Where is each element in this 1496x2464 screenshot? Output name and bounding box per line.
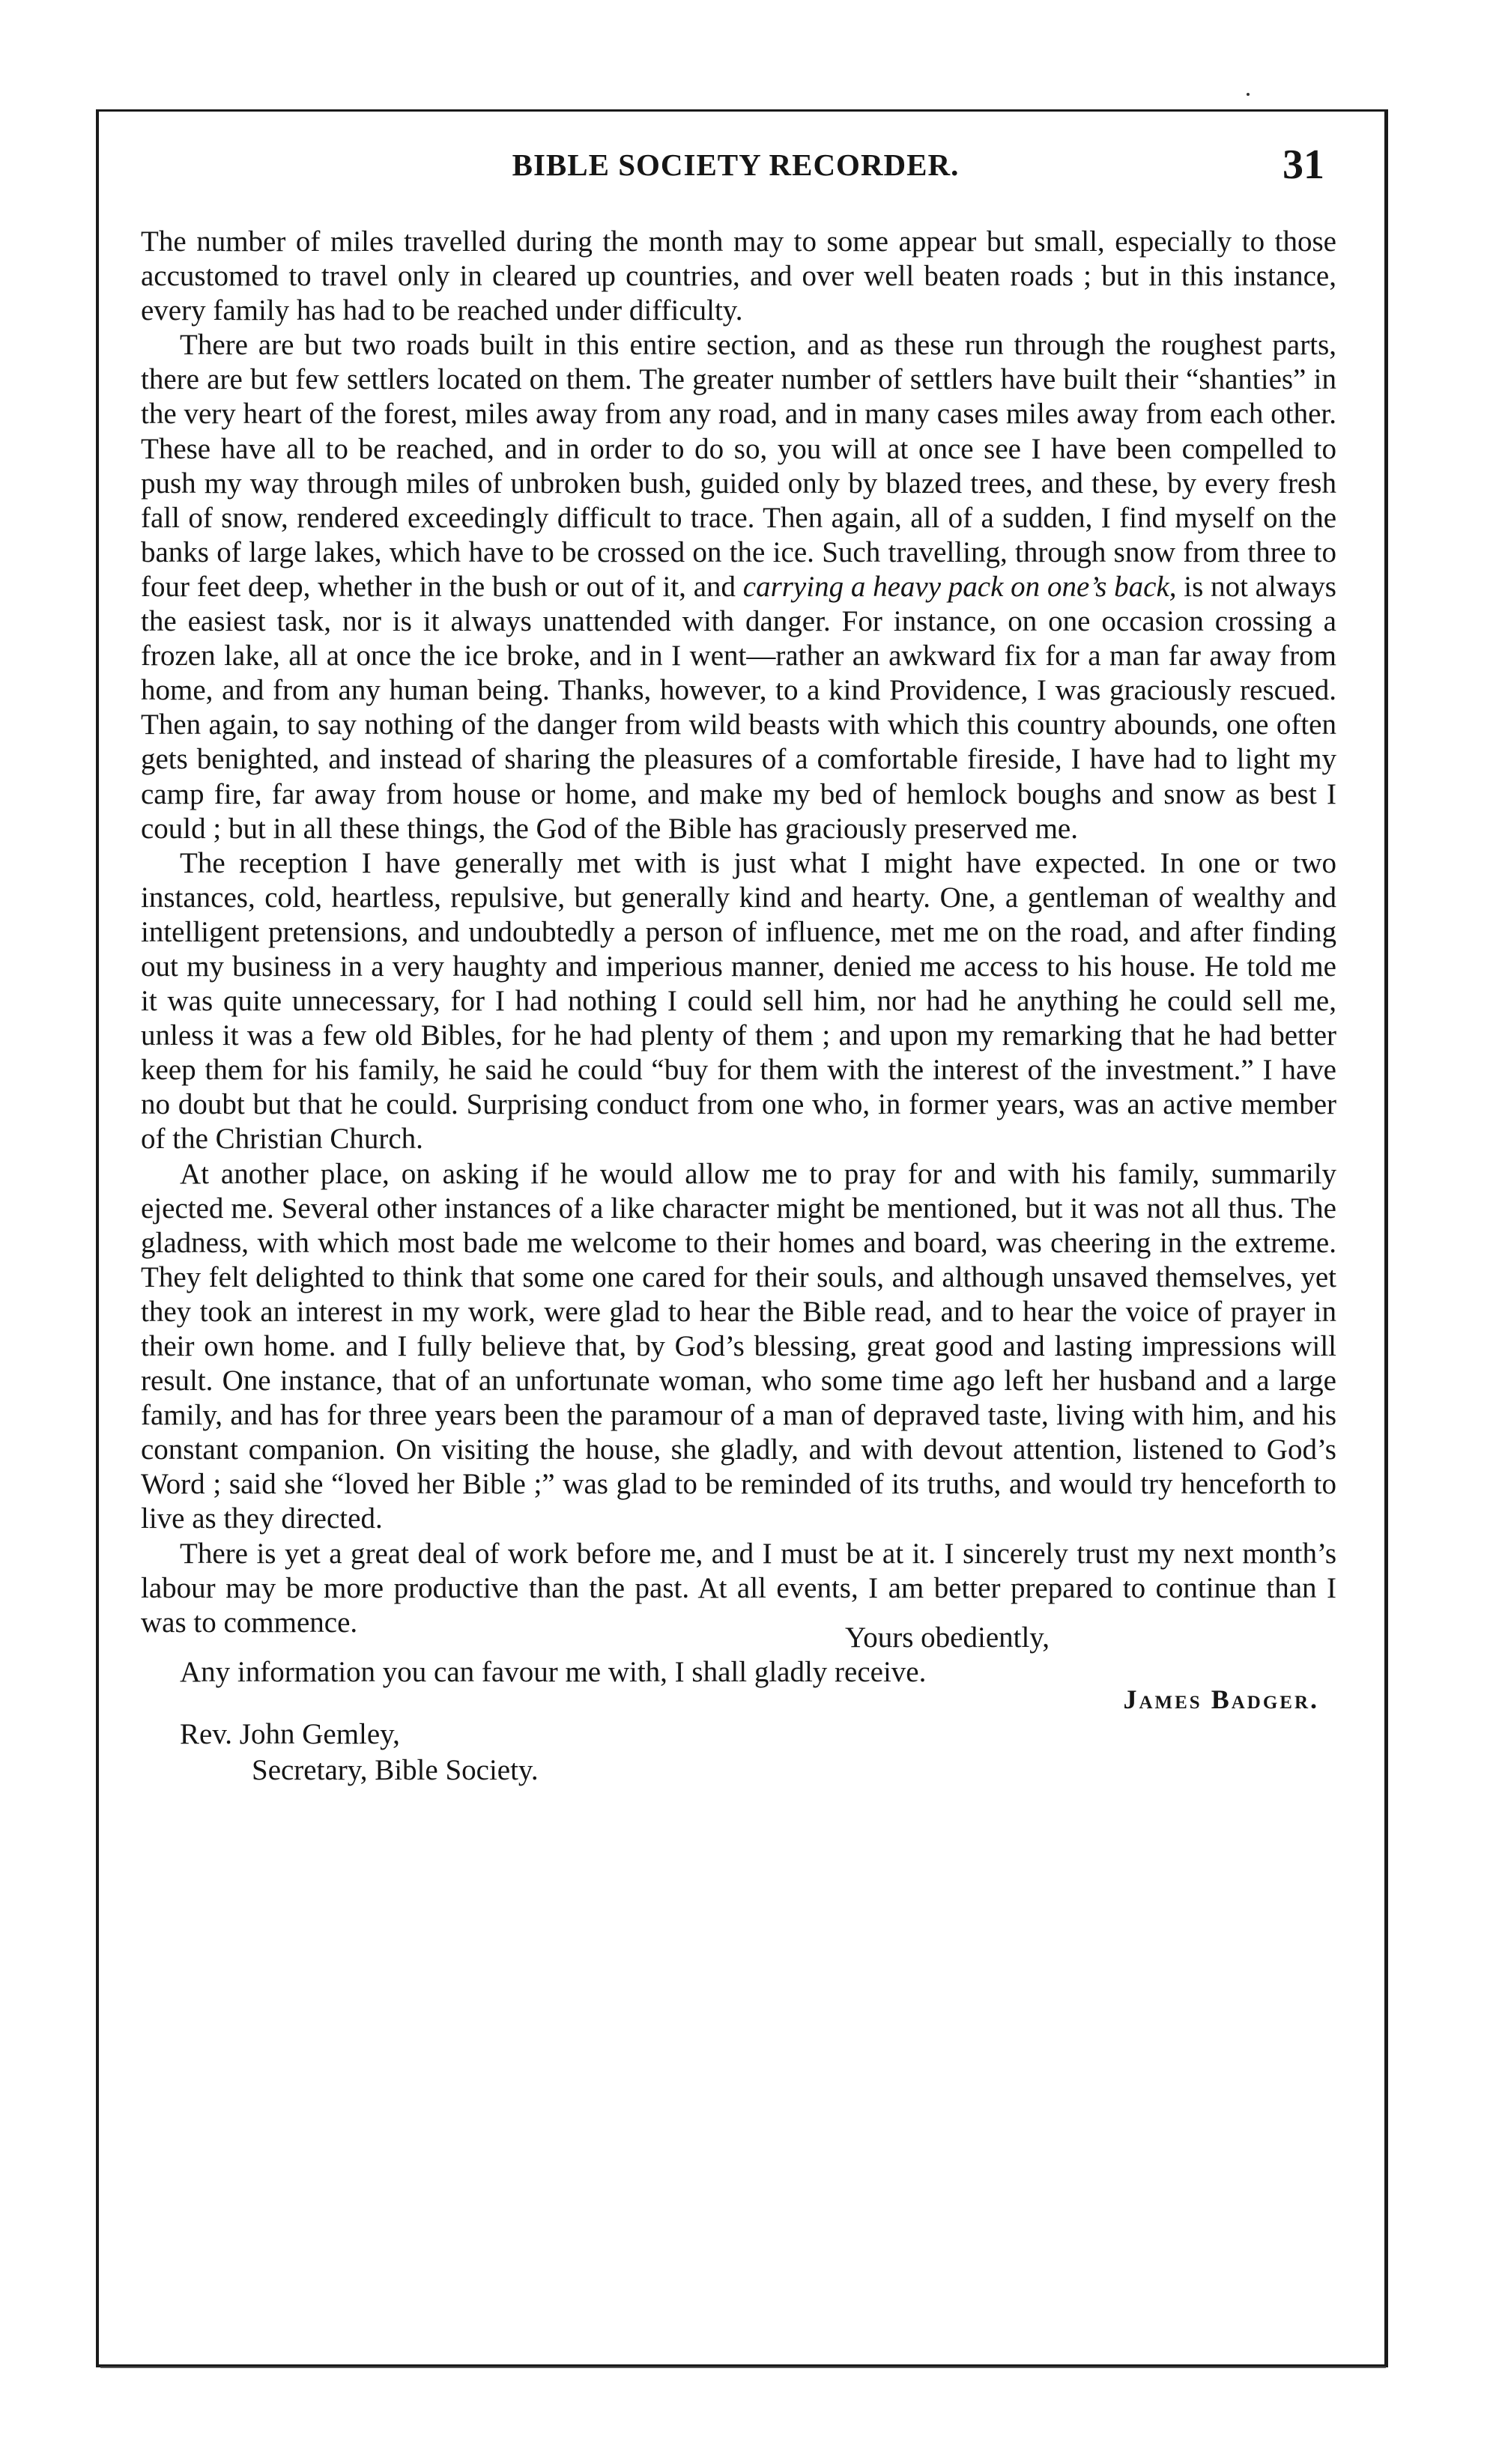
print-speck	[1247, 93, 1250, 96]
running-head: BIBLE SOCIETY RECORDER.	[512, 148, 960, 182]
addressee	[180, 1717, 539, 1788]
paragraph-4: At another place, on asking if he would allow me to pray for and with his family, summarily ejected me. Several other instances of a like character might be mentioned, but it was not all thus. The gladness, with which most bade me welcome to their homes and board, was cheering in the extreme. They felt delighted to think that some one cared for their souls, and although unsaved themselves, yet they took an interest in my work, were glad to hear the Bible read, and to hear the voice of prayer in their own home. and I fully believe that, by God’s blessing, great good and lasting impressions will result. One instance, that of an unfortunate woman, who some time ago left her husband and a large family, and has for three years been the paramour of a man of depraved taste, living with him, and his constant companion. On visiting the house, she gladly, and with devout attention, listened to God’s Word ; said she “loved her Bible ;” was glad to be reminded of its truths, and would try henceforth to live as they directed.	[141, 1157, 1336, 1535]
page-header	[141, 142, 1330, 199]
paragraph-3: The reception I have generally met with is just what I might have expected. In one or two instances, cold, heartless, repulsive, but generally kind and hearty. One, a gentleman of wealthy and intelligent pretensions, and undoubtedly a person of influence, met me on the road, and after finding out my business in a very haughty and imperious manner, denied me access to his house. He told me it was quite unnecessary, for I had nothing I could sell him, nor had he anything he could sell me, unless it was a few old Bibles, for he had plenty of them ; and upon my remarking that he had better keep them for his family, he said he could “buy for them with the interest of the investment.” I have no doubt but that he could. Surprising conduct from one who, in former years, was an active member of the Christian Church.	[141, 846, 1336, 1156]
letter-body	[141, 225, 1336, 1690]
page-number: 31	[1282, 142, 1324, 188]
page-border-shadow	[100, 2367, 1386, 2368]
paragraph-2-start: There are but two roads built in this entire section, and as these run through the roughest parts, there are but few settlers located on them. The greater number of settlers have built their “shanties” in the very heart of the forest, miles away from any road, and in many cases miles away from each other. These have all to be reached, and in order to do so, you will at once see I have been compelled to push my way through miles of unbroken bush, guided only by blazed trees, and these, by every fresh fall of snow, rendered exceedingly difficult to trace. Then again, all of a sudden, I find myself on the banks of large lakes, which have to be crossed on the ice. Such travelling, through snow from three to four feet deep, whether in the bush or out of it, and	[141, 329, 1336, 603]
addressee-title: Secretary, Bible Society.	[252, 1754, 539, 1786]
request-line: Any information you can favour me with, I shall gladly receive.	[180, 1655, 927, 1688]
paragraph-2-italic: carrying a heavy pack on one’s back,	[742, 570, 1177, 603]
paragraph-1: The number of miles travelled during the month may to some appear but small, especially to those accustomed to travel only in cleared up countries, and over well beaten roads ; but in this instance, every family has had to be reached under difficulty.	[141, 225, 1336, 327]
paragraph-2-end: is not always the easiest task, nor is it always unattended with danger. For instance, on one occasion crossing a frozen lake, all at once the ice broke, and in I went—rather an awkward fix for a man far away from home, and from any human being. Thanks, however, to a kind Providence, I was graciously rescued. Then again, to say nothing of the danger from wild beasts with which this country abounds, one often gets benighted, and instead of sharing the pleasures of a comfortable fireside, I have had to light my camp fire, far away from house or home, and make my bed of hemlock boughs and snow as best I could ; but in all these things, the God of the Bible has graciously preserved me.	[141, 570, 1336, 845]
signature: James Badger.	[1123, 1684, 1319, 1714]
paragraph-5: There is yet a great deal of work before me, and I must be at it. I sincerely trust my next month’s labour may be more productive than the past. At all events, I am better prepared to continue than I was to commence.	[141, 1537, 1336, 1639]
closing-salutation: Yours obediently,	[845, 1621, 1050, 1654]
addressee-name: Rev. John Gemley,	[180, 1718, 400, 1750]
paragraph-2	[141, 328, 1336, 846]
